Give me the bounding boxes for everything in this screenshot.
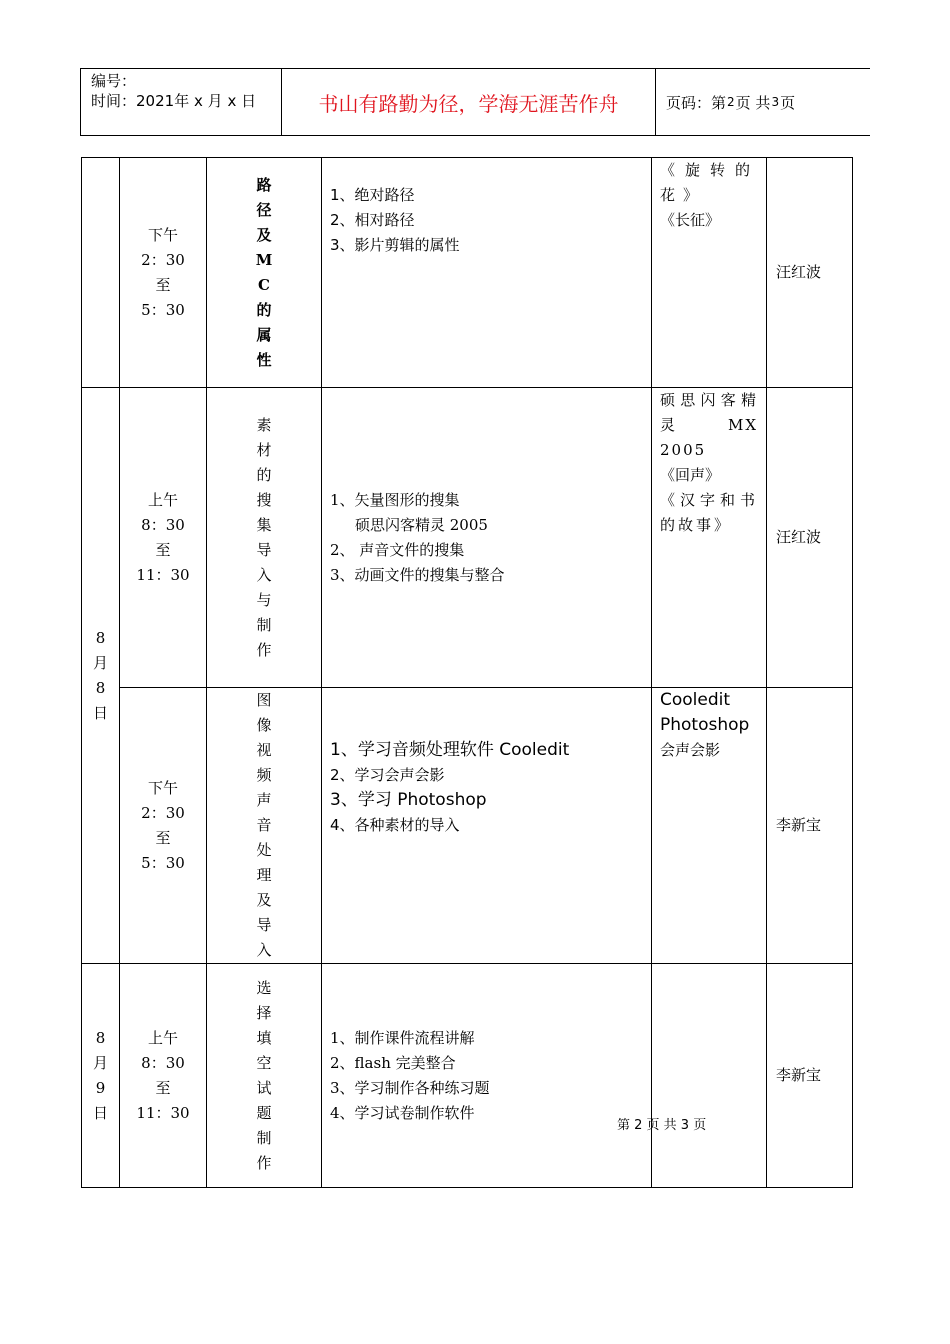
content-item: 2、相对路径: [330, 211, 415, 229]
content-item: 1、绝对路径: [330, 186, 415, 204]
content-item: 1、矢量图形的搜集: [330, 490, 460, 509]
serial-label: 编号：: [91, 72, 137, 90]
content-item: 4、学习试卷制作软件: [330, 1103, 475, 1122]
example-cell: Cooledit Photoshop 会声会影: [652, 688, 767, 964]
teacher-cell: 汪红波: [767, 388, 853, 688]
time-cell: 上午 8：30 至 11：30: [120, 964, 207, 1188]
date-cell: [82, 158, 120, 388]
time-line: 时间：2021年 x 月 x 日: [91, 92, 257, 110]
teacher-cell: 汪红波: [767, 158, 853, 388]
header-page-number: 页码：第 2 页 共 3 页: [666, 93, 796, 112]
content-item: 3、动画文件的搜集与整合: [330, 565, 505, 584]
table-row: [82, 688, 853, 964]
example-cell: 《旋转的花》 《长征》: [652, 158, 767, 388]
topic-cell: 路径及MC的属性: [207, 158, 322, 388]
time-cell: 上午 8：30 至 11：30: [120, 388, 207, 688]
date-cell: 8月9日: [82, 964, 120, 1188]
teacher-cell: 李新宝: [767, 964, 853, 1188]
table-row: [82, 388, 853, 688]
page-footer: 第 2 页 共 3 页: [617, 1118, 707, 1133]
content-item: 硕思闪客精灵 2005: [355, 515, 488, 534]
time-cell: 下午 2：30 至 5：30: [120, 688, 207, 964]
example-cell: [652, 964, 767, 1188]
content-item: 1、学习音频处理软件 Cooledit: [330, 740, 570, 760]
content-item: 2、 声音文件的搜集: [330, 540, 465, 559]
date-cell: 8月8日: [82, 388, 120, 964]
schedule-table: [81, 157, 853, 1188]
topic-cell: 选择填空试题制作: [207, 964, 322, 1188]
header-meta: [81, 69, 282, 135]
content-item: 4、各种素材的导入: [330, 816, 460, 834]
header-motto: 书山有路勤为径，学海无涯苦作舟: [282, 69, 656, 135]
table-row: [82, 158, 853, 388]
content-cell: [322, 158, 652, 388]
content-cell: [322, 964, 652, 1188]
table-row: [82, 964, 853, 1188]
content-item: 1、制作课件流程讲解: [330, 1028, 475, 1047]
topic-cell: 素材的搜集导入与制作: [207, 388, 322, 688]
example-cell: 硕思闪客精灵 MX 2005 《回声》 《汉字和书的故事》: [652, 388, 767, 688]
content-item: 3、学习 Photoshop: [330, 790, 487, 810]
time-prefix: 时间：2021: [91, 92, 175, 110]
content-item: 3、学习制作各种练习题: [330, 1078, 490, 1097]
content-cell: [322, 388, 652, 688]
page-header: [80, 68, 870, 136]
time-cell: 下午 2：30 至 5：30: [120, 158, 207, 388]
teacher-cell: 李新宝: [767, 688, 853, 964]
content-item: 3、影片剪辑的属性: [330, 236, 460, 254]
content-item: 2、flash 完美整合: [330, 1053, 456, 1072]
content-cell: [322, 688, 652, 964]
topic-cell: 图像视频声音处理及导入: [207, 688, 322, 964]
content-item: 2、学习会声会影: [330, 766, 445, 784]
